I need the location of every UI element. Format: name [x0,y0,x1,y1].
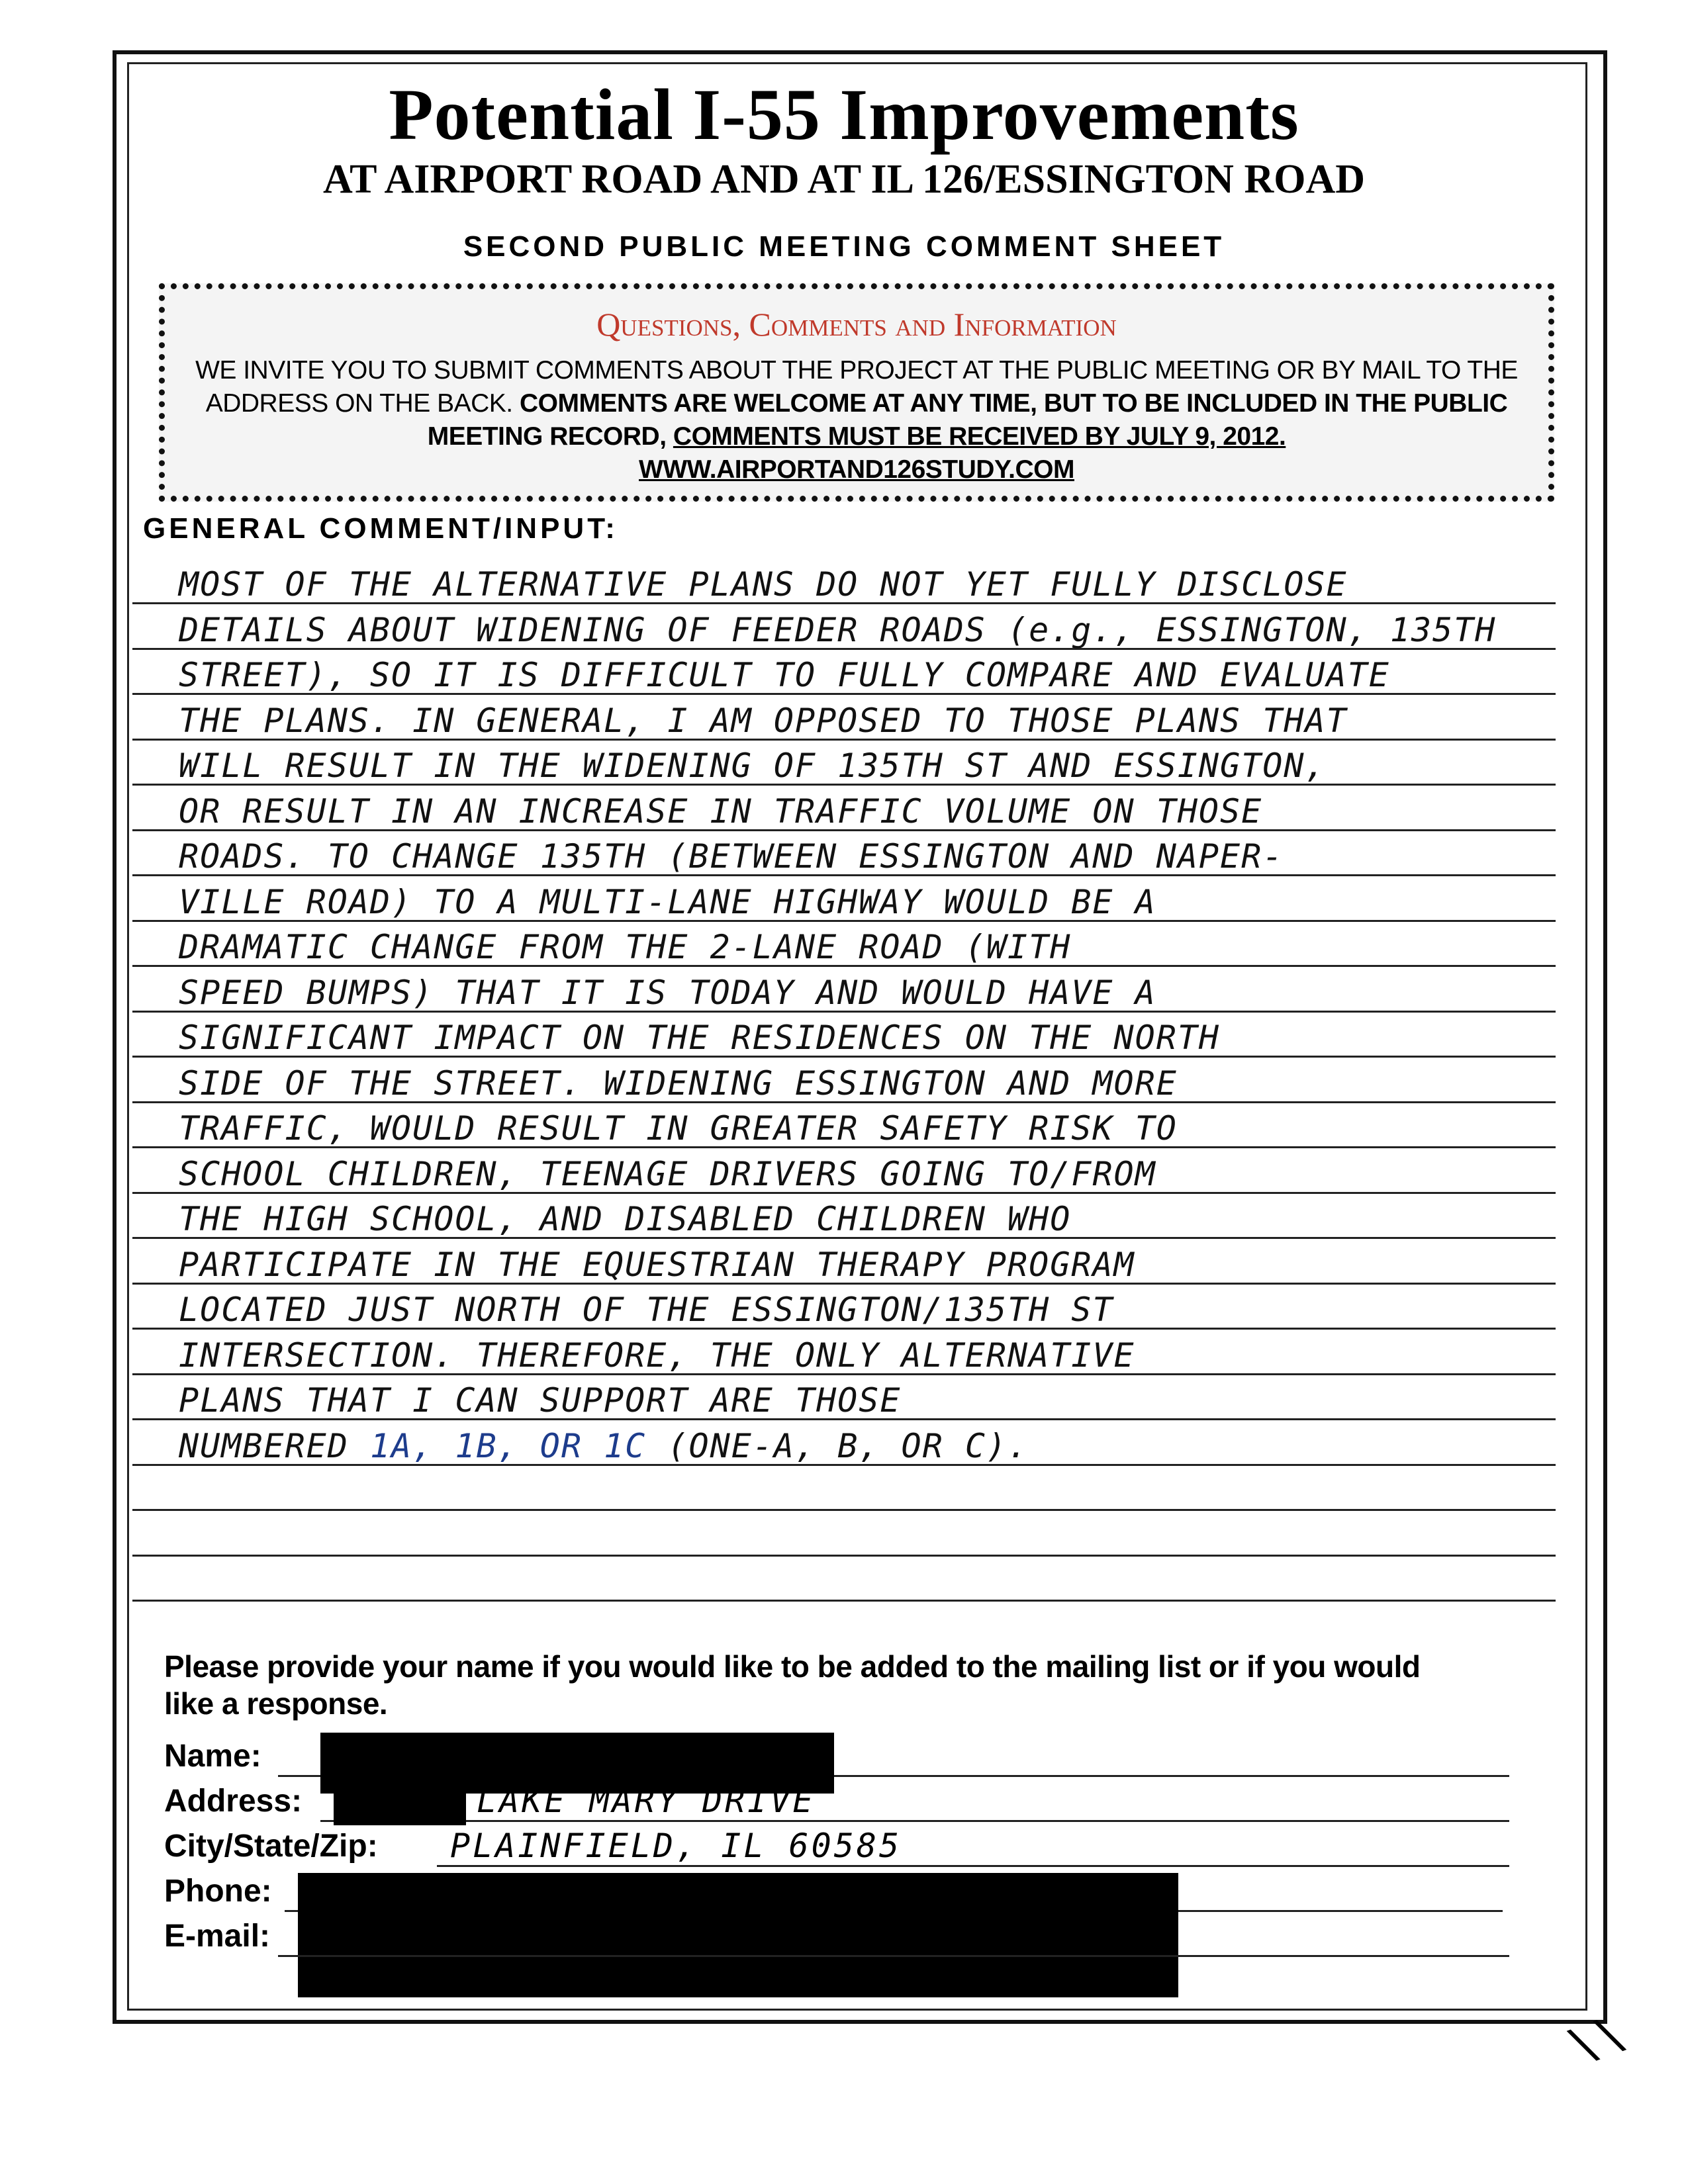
study-website-link[interactable]: WWW.AIRPORTAND126STUDY.COM [639,455,1074,484]
address-redaction [334,1778,466,1825]
comment-ruled-line[interactable] [132,1509,1556,1511]
city-state-zip-field-line[interactable] [437,1865,1509,1867]
name-label: Name: [164,1739,261,1774]
comment-line: MOST OF THE ALTERNATIVE PLANS DO NOT YET FULLY DISCLOSE [179,565,1348,604]
address-label: Address: [164,1784,303,1819]
city-state-zip-value: PLAINFIELD, IL 60585 [450,1827,902,1865]
comment-line: VILLE ROAD) TO A MULTI-LANE HIGHWAY WOULD BE A [179,883,1156,921]
info-box [159,283,1554,502]
city-state-zip-label: City/State/Zip: [164,1829,378,1864]
mailing-list-prompt: Please provide your name if you would like to be added to the mailing list or if you would like a response. [164,1649,1421,1721]
comment-line: DETAILS ABOUT WIDENING OF FEEDER ROADS (e.g., ESSINGTON, 135TH [179,611,1497,649]
comment-line: TRAFFIC, WOULD RESULT IN GREATER SAFETY RISK TO [179,1109,1178,1148]
page-mark: \\ [1561,2004,1632,2074]
comment-line: LOCATED JUST NORTH OF THE ESSINGTON/135TH ST [179,1291,1114,1329]
comment-line: ROADS. TO CHANGE 135TH (BETWEEN ESSINGTON AND NAPER- [179,837,1284,876]
comment-line: SPEED BUMPS) THAT IT IS TODAY AND WOULD HAVE A [179,974,1156,1012]
comment-line: STREET), SO IT IS DIFFICULT TO FULLY COMPARE AND EVALUATE [179,656,1390,694]
meeting-heading: SECOND PUBLIC MEETING COMMENT SHEET [463,230,1225,263]
info-text-invite: WE INVITE YOU TO SUBMIT COMMENTS ABOUT THE PROJECT AT THE PUBLIC MEETING OR BY MAIL TO THE ADDRESS ON THE BACK. [195,356,1518,418]
address-value: LAKE MARY DRIVE [477,1782,816,1820]
comment-line: DRAMATIC CHANGE FROM THE 2-LANE ROAD (WITH [179,928,1072,966]
phone-email-redaction [298,1873,1178,1997]
phone-label: Phone: [164,1874,272,1909]
email-field-line[interactable] [278,1955,1509,1957]
comment-alternative-codes: 1A, 1B, OR 1C [369,1427,647,1465]
page-subtitle: AT AIRPORT ROAD AND AT IL 126/ESSINGTON ROAD [322,157,1366,202]
address-field-line[interactable] [320,1820,1509,1822]
page-title: Potential I-55 Improvements [389,74,1299,155]
comment-line: INTERSECTION. THEREFORE, THE ONLY ALTERNATIVE [179,1336,1135,1375]
comment-line: PLANS THAT I CAN SUPPORT ARE THOSE [179,1381,902,1420]
comment-line: PARTICIPATE IN THE EQUESTRIAN THERAPY PROGRAM [179,1246,1135,1284]
comment-last-suffix: (ONE-A, B, OR C). [646,1427,1029,1465]
info-text-welcome: COMMENTS ARE WELCOME AT ANY TIME, BUT TO BE INCLUDED IN THE PUBLIC MEETING RECORD, [427,389,1508,451]
comment-last-prefix: NUMBERED [179,1427,370,1465]
comment-line: THE HIGH SCHOOL, AND DISABLED CHILDREN WHO [179,1200,1072,1238]
comment-section-label: GENERAL COMMENT/INPUT: [143,512,618,545]
comment-line: WILL RESULT IN THE WIDENING OF 135TH ST AND ESSINGTON, [179,747,1327,785]
comment-ruled-line[interactable] [132,1555,1556,1557]
comment-line: THE PLANS. IN GENERAL, I AM OPPOSED TO THOSE PLANS THAT [179,702,1348,740]
comment-ruled-line[interactable] [132,1600,1556,1602]
comment-line-last [179,1427,1569,1465]
comment-line: SCHOOL CHILDREN, TEENAGE DRIVERS GOING TO/FROM [179,1155,1156,1193]
email-label: E-mail: [164,1919,271,1954]
info-heading: Questions, Comments and Information [596,306,1117,343]
comment-line: OR RESULT IN AN INCREASE IN TRAFFIC VOLUME ON THOSE [179,792,1263,831]
info-text [191,354,1522,486]
info-text-deadline: COMMENTS MUST BE RECEIVED BY JULY 9, 2012. [673,422,1286,451]
comment-line: SIGNIFICANT IMPACT ON THE RESIDENCES ON THE NORTH [179,1019,1221,1057]
comment-line: SIDE OF THE STREET. WIDENING ESSINGTON AND MORE [179,1064,1178,1103]
